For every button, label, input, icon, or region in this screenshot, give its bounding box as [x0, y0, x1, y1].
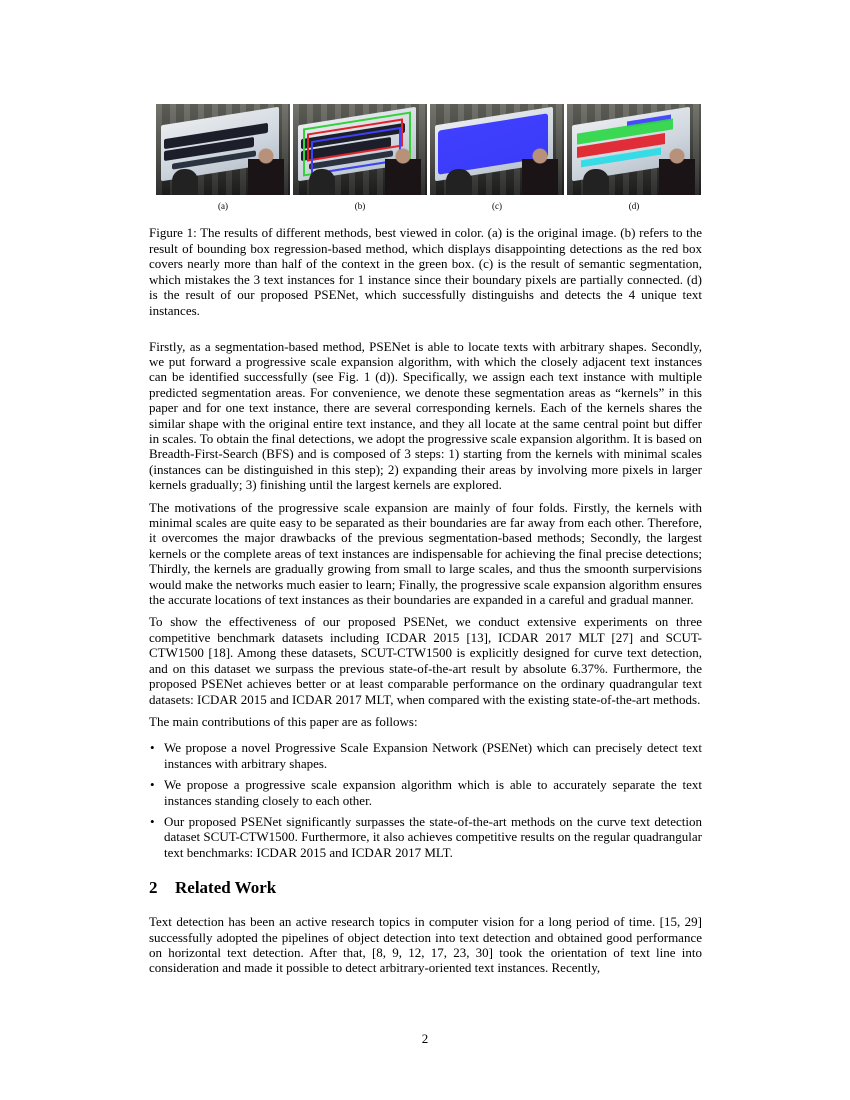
paragraph-1: Firstly, as a segmentation-based method, PSENet is able to locate texts with arbitrary shapes. Secondly, we put forward a progressive scale expansion algorithm, with which the closely adjacent text instances can be identified successfully (see Fig. 1 (d)). Specifically, we assign each text instance with multiple predicted segmentation areas. For convenience, we denote these segmentation areas as “kernels” in this paper and for one text instance, there are several corresponding kernels. Each of the kernels shares the similar shape with the original entire text instance, and they all locate at the same central point but differ in scales. To obtain the final detections, we adopt the progressive scale expansion algorithm. It is based on Breadth-First-Search (BFS) and is composed of 3 steps: 1) starting from the kernels with minimal scales (instances can be distinguished in this step); 2) expanding their areas by involving more pixels in larger kernels gradually; 3) finishing until the largest kernels are explored.	[149, 338, 702, 493]
figure-panel-d	[567, 104, 701, 211]
list-item	[149, 814, 702, 860]
subcaption-d: (d)	[628, 201, 640, 211]
figure-caption: Figure 1: The results of different methods, best viewed in color. (a) is the original image. (b) refers to the result of bounding box regression-based method, which displays disappointing detections as the red box covers nearly more than half of the context in the green box. (c) is the result of semantic segmentation, which mistakes the 3 text instances for 1 instance since their boundary pixels are partially connected. (d) is the result of our proposed PSENet, which successfully distinguishs and detects the 4 unique text instances.	[149, 225, 702, 318]
contributions-list	[149, 740, 702, 860]
photo-psenet	[567, 104, 701, 195]
list-item	[149, 777, 702, 808]
photo-bbox-regression	[293, 104, 427, 195]
figure-1	[156, 104, 703, 211]
list-item	[149, 740, 702, 771]
paragraph-2: The motivations of the progressive scale expansion are mainly of four folds. Firstly, the kernels with minimal scales are quite easy to be separated as their boundaries are far away from each other. Therefore, it overcomes the major drawbacks of the previous segmentation-based methods; Secondly, the largest kernels or the complete areas of text instances are indispensable for achieving the final precise detections; Thirdly, the kernels are gradually growing from small to large scales, and thus the smoonth surpervisions would make the networks much easier to learn; Finally, the progressive scale expansion algorithm ensures the accurate locations of text instances as their boundaries are expanded in a careful and gradual manner.	[149, 499, 702, 608]
figure-panel-a	[156, 104, 290, 211]
section-title: Related Work	[175, 878, 277, 898]
list-item-text: We propose a progressive scale expansion algorithm which is able to accurately separate the text instances standing closely to each other.	[164, 777, 702, 808]
list-item-text: Our proposed PSENet significantly surpasses the state-of-the-art methods on the curve text detection dataset SCUT-CTW1500. Furthermore, it also achieves competitive results on the regular quadrangular text benchmarks: ICDAR 2015 and ICDAR 2017 MLT.	[164, 813, 702, 860]
photo-semantic-segmentation	[430, 104, 564, 195]
paragraph-3: To show the effectiveness of our proposed PSENet, we conduct extensive experiments on three competitive benchmark datasets including ICDAR 2015 [13], ICDAR 2017 MLT [27] and SCUT-CTW1500 [18]. Among these datasets, SCUT-CTW1500 is explicitly designed for curve text detection, and on this dataset we surpass the previous state-of-the-art result by absolute 6.37%. Furthermore, the proposed PSENet achieves better or at least comparable performance on the ordinary quadrangular text datasets: ICDAR 2015 and ICDAR 2017 MLT, when compared with the existing state-of-the-art methods.	[149, 614, 702, 707]
paper-page	[149, 104, 702, 976]
figure-panel-b	[293, 104, 427, 211]
subcaption-b: (b)	[354, 201, 366, 211]
subcaption-c: (c)	[492, 201, 502, 211]
figure-panel-c	[430, 104, 564, 211]
bullet-icon: •	[150, 740, 155, 756]
paragraph-4: The main contributions of this paper are as follows:	[149, 713, 418, 729]
page-number: 2	[421, 1031, 429, 1046]
list-item-text: We propose a novel Progressive Scale Expansion Network (PSENet) which can precisely detect text instances with arbitrary shapes.	[164, 740, 702, 771]
photo-original	[156, 104, 290, 195]
subcaption-a: (a)	[218, 201, 228, 211]
bullet-icon: •	[150, 813, 155, 829]
section-heading	[149, 878, 702, 898]
section-number: 2	[149, 878, 158, 898]
bullet-icon: •	[150, 777, 155, 793]
related-work-paragraph: Text detection has been an active research topics in computer vision for a long period of time. [15, 29] successfully adopted the pipelines of object detection into text detection and obtained good performance on horizontal text detection. After that, [8, 9, 12, 17, 23, 30] took the orientation of text line into consideration and made it possible to detect arbitrary-oriented text instances. Recently,	[149, 914, 702, 976]
